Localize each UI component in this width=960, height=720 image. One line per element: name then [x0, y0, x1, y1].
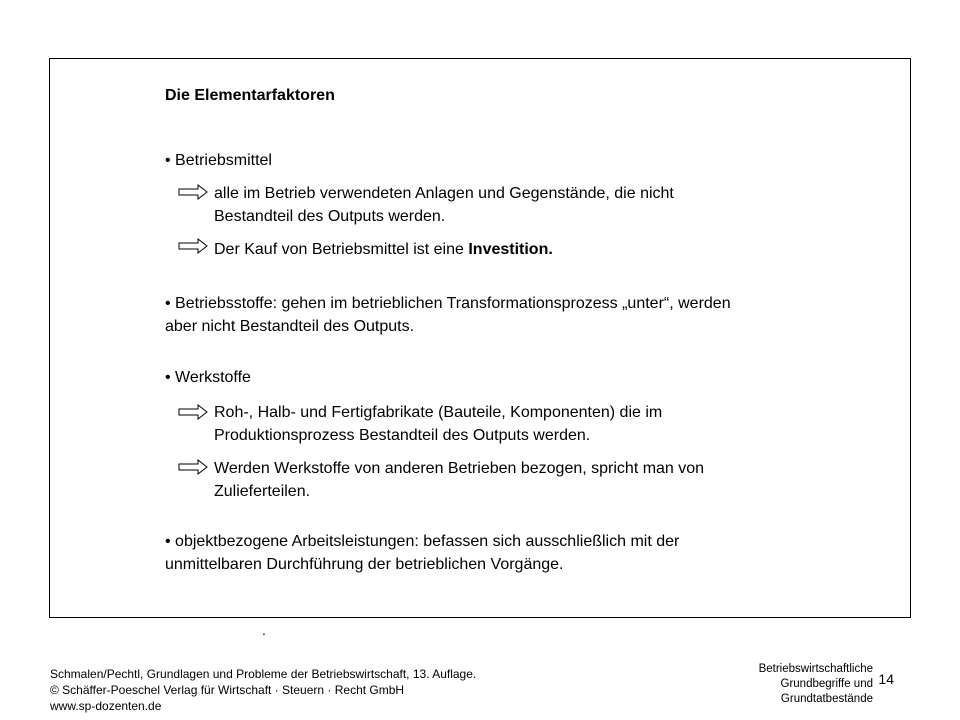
werkstoffe-point-1: [214, 401, 662, 447]
footer-chapter-line-1: Betriebswirtschaftliche: [758, 663, 873, 675]
werkstoffe-point-2: [214, 457, 704, 503]
bullet-betriebsstoffe: [165, 292, 731, 338]
arbeitsleistungen-line-2: unmittelbaren Durchführung der betrieblichen Vorgänge.: [165, 556, 564, 573]
footer-chapter-title: [759, 662, 873, 707]
stray-dot: .: [262, 622, 266, 638]
werkstoffe-point-1-line-1: Roh-, Halb- und Fertigfabrikate (Bauteile, Komponenten) die im: [214, 404, 663, 421]
right-arrow-icon: [178, 459, 208, 475]
bullet-werkstoffe: • Werkstoffe: [165, 369, 251, 386]
right-arrow-icon: [178, 238, 208, 254]
footer-chapter-line-3: Grundtatbestände: [780, 693, 873, 705]
footer-website: www.sp-dozenten.de: [50, 699, 162, 713]
betriebsmittel-point-1-line-2: Bestandteil des Outputs werden.: [214, 208, 446, 225]
footer-citation-line-2: © Schäffer-Poeschel Verlag für Wirtschaft · Steuern · Recht GmbH: [50, 683, 405, 697]
right-arrow-icon: [178, 404, 208, 420]
page-number: 14: [878, 671, 894, 687]
right-arrow-icon: [178, 184, 208, 200]
investition-emphasis: Investition.: [468, 241, 553, 258]
betriebsmittel-point-2-text: Der Kauf von Betriebsmittel ist eine: [214, 241, 469, 258]
footer-citation-line-1: Schmalen/Pechtl, Grundlagen und Probleme der Betriebswirtschaft, 13. Auflage.: [50, 667, 477, 681]
slide-title: Die Elementarfaktoren: [165, 87, 335, 104]
werkstoffe-point-2-line-2: Zulieferteilen.: [214, 483, 311, 500]
bullet-arbeitsleistungen: [165, 530, 679, 576]
betriebsmittel-point-1: [214, 182, 674, 228]
bullet-betriebsmittel: • Betriebsmittel: [165, 152, 272, 169]
arbeitsleistungen-line-1: • objektbezogene Arbeitsleistungen: befassen sich ausschließlich mit der: [165, 533, 680, 550]
footer-citation: [50, 666, 476, 714]
betriebsstoffe-line-1: • Betriebsstoffe: gehen im betrieblichen Transformationsprozess „unter“, werden: [165, 295, 731, 312]
betriebsstoffe-line-2: aber nicht Bestandteil des Outputs.: [165, 318, 415, 335]
betriebsmittel-point-1-line-1: alle im Betrieb verwendeten Anlagen und Gegenstände, die nicht: [214, 185, 674, 202]
footer-chapter-line-2: Grundbegriffe und: [780, 678, 873, 690]
betriebsmittel-point-2: [214, 238, 553, 261]
werkstoffe-point-1-line-2: Produktionsprozess Bestandteil des Outputs werden.: [214, 427, 591, 444]
werkstoffe-point-2-line-1: Werden Werkstoffe von anderen Betrieben bezogen, spricht man von: [214, 460, 705, 477]
